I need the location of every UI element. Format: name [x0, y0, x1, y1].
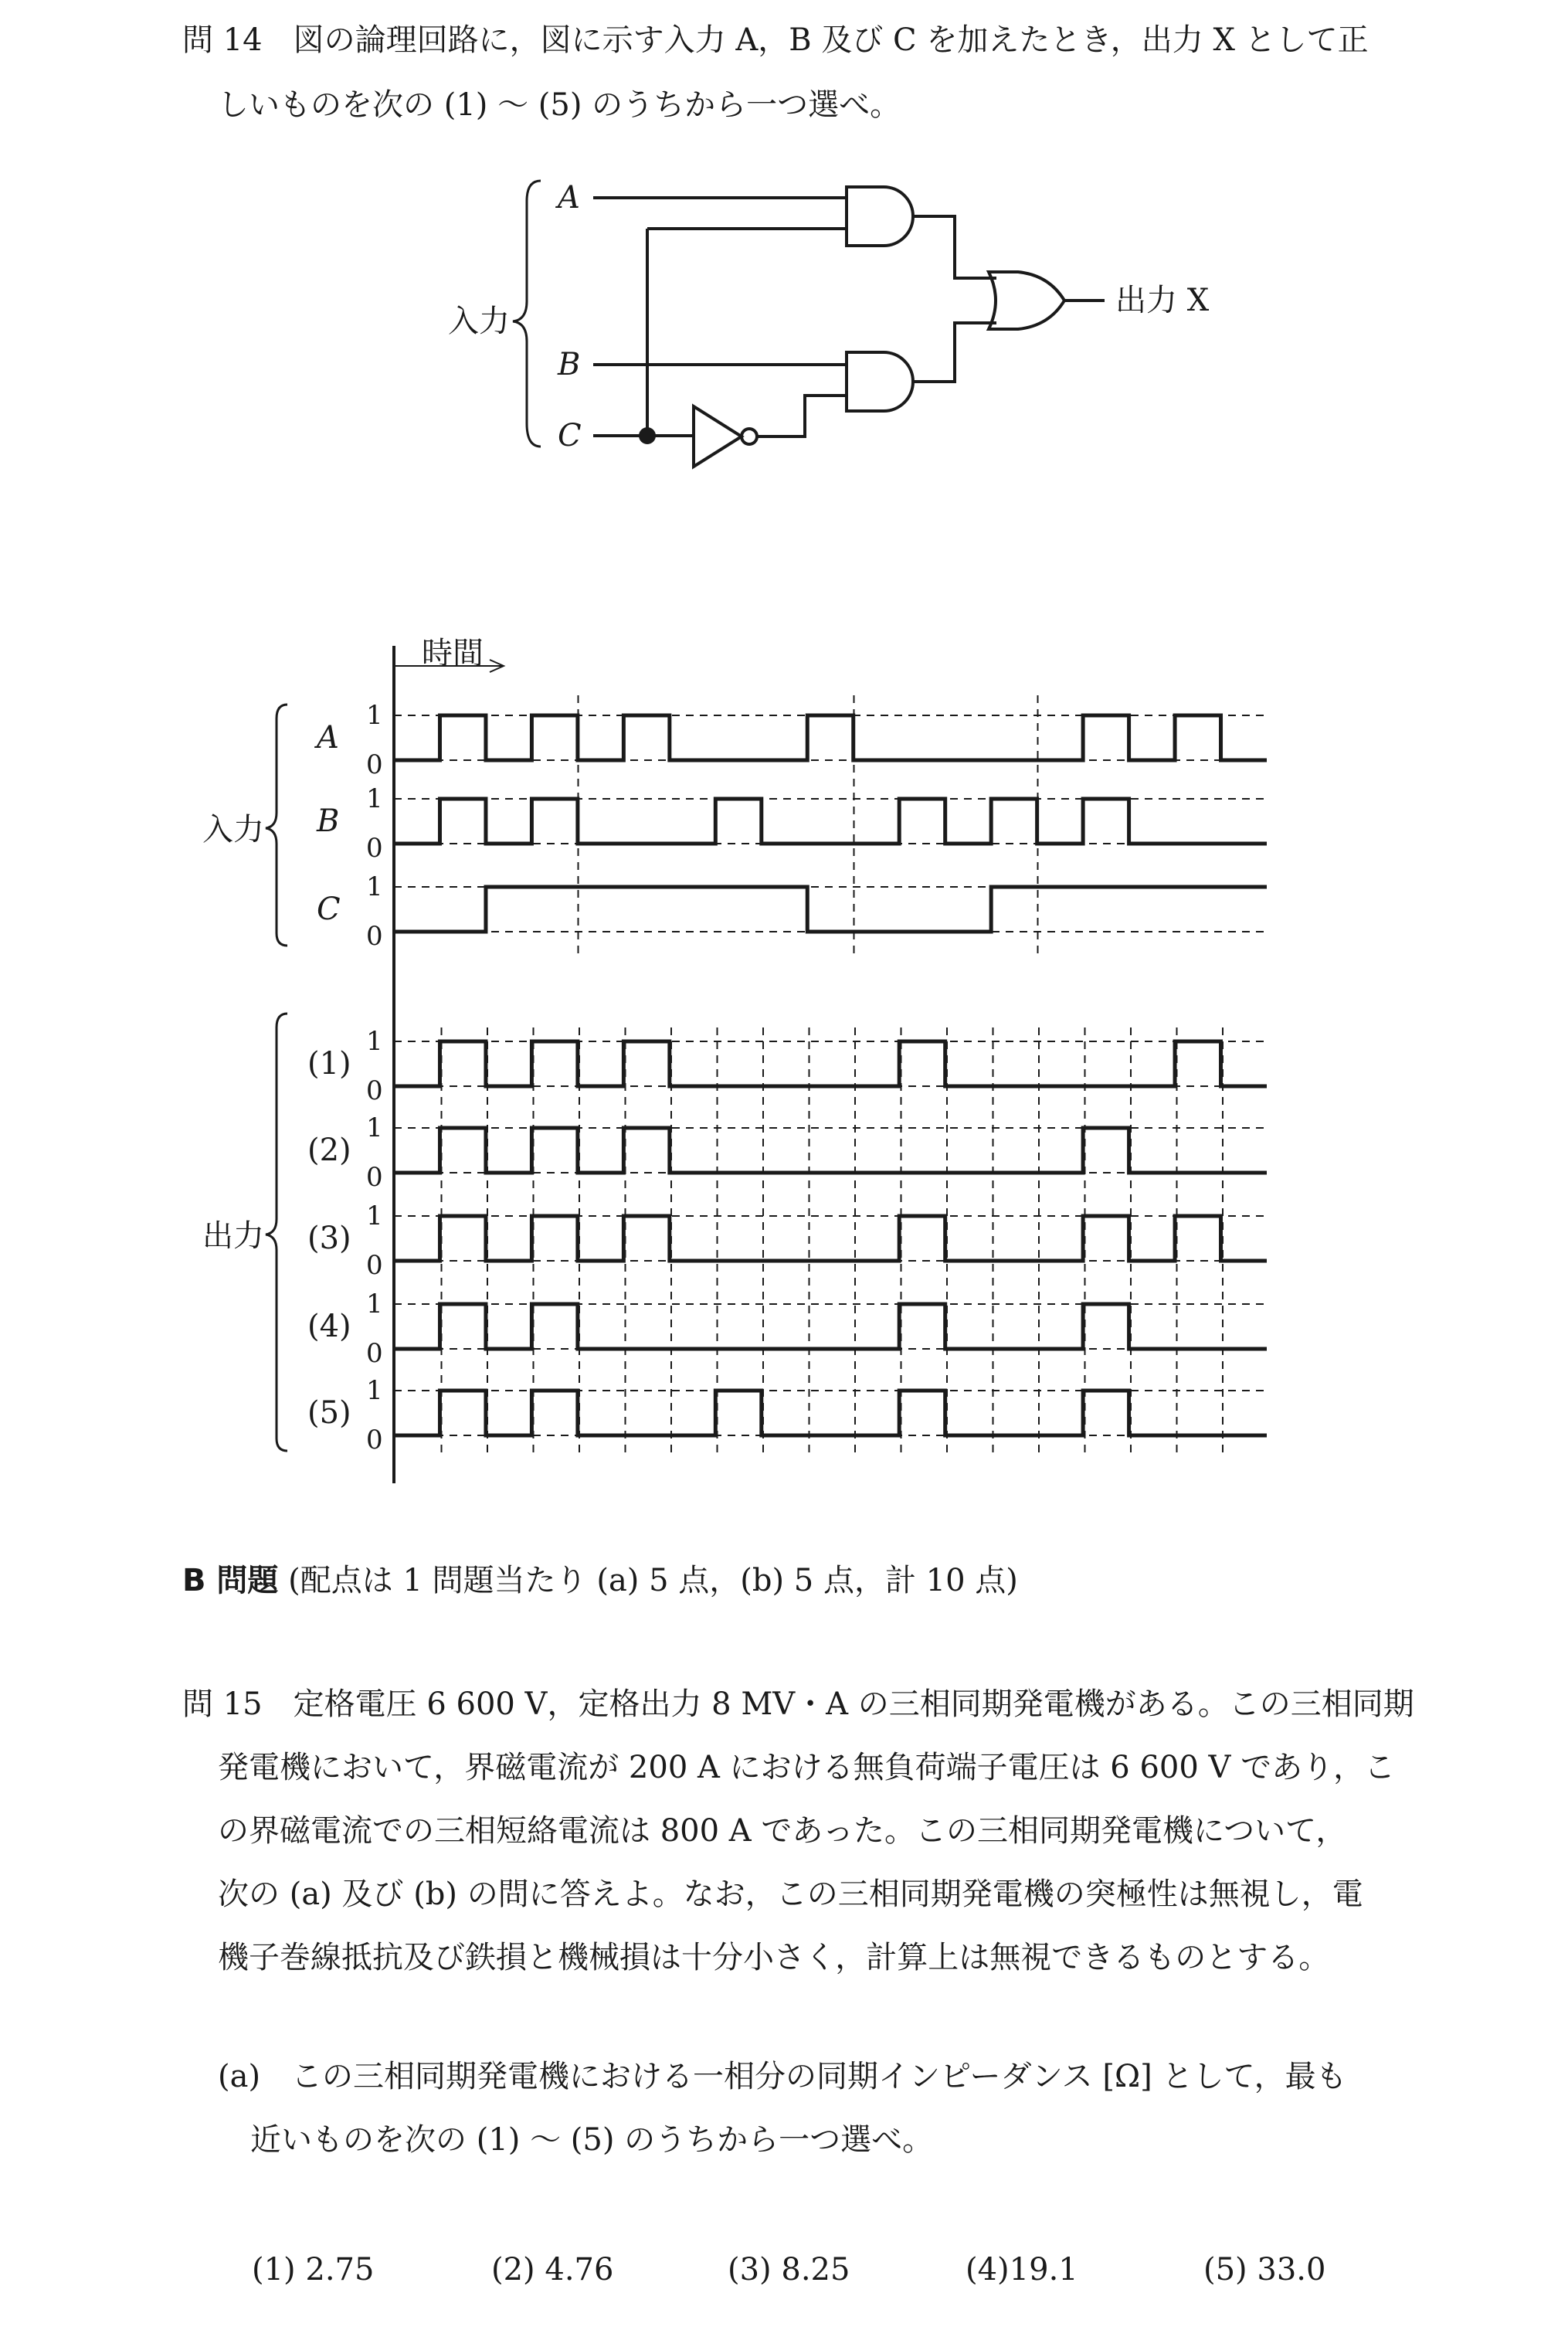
- b-section-title: B 問題: [182, 1563, 279, 1598]
- waveform-input-a: [394, 715, 1267, 760]
- row-label-option-2: (2): [307, 1133, 351, 1168]
- q15-line: の界磁電流での三相短絡電流は 800 A であった。この三相同期発電機について，: [218, 1813, 1347, 1849]
- row-label-input-b: B: [317, 803, 340, 839]
- level-high-label: 1: [366, 700, 383, 731]
- level-high-label: 1: [366, 783, 383, 814]
- level-low-label: 0: [366, 1338, 383, 1369]
- level-high-label: 1: [366, 1201, 383, 1231]
- circuit-input-a-label: A: [558, 180, 580, 216]
- level-high-label: 1: [366, 1375, 383, 1406]
- waveform-option-3: [394, 1216, 1267, 1261]
- time-axis-label: 時間: [422, 636, 484, 671]
- level-low-label: 0: [366, 1075, 383, 1106]
- row-label-option-5: (5): [307, 1395, 351, 1431]
- q14-statement-line2: しいものを次の (1) ～ (5) のうちから一つ選べ。: [218, 87, 901, 123]
- answer-choice-1[interactable]: (1) 2.75: [252, 2252, 375, 2288]
- waveform-input-c: [394, 887, 1267, 932]
- row-label-input-c: C: [317, 892, 341, 927]
- q15a-line1: (a) この三相同期発電機における一相分の同期インピーダンス [Ω] として，最も: [218, 2059, 1347, 2094]
- level-high-label: 1: [366, 1289, 383, 1320]
- b-section-header: [182, 1565, 1018, 1596]
- and-gate-1: [847, 187, 913, 246]
- answer-choice-4[interactable]: (4)19.1: [966, 2252, 1078, 2288]
- time-arrow-head: [490, 660, 504, 672]
- q15-line: 機子巻線抵抗及び鉄損と機械損は十分小さく，計算上は無視できるものとする。: [218, 1940, 1330, 1975]
- circuit-input-c-label: C: [558, 418, 582, 453]
- junction-dot: [639, 427, 656, 444]
- timing-input-group-label: 入力: [202, 812, 264, 847]
- q15a-line2: 近いものを次の (1) ～ (5) のうちから一つ選べ。: [250, 2122, 934, 2158]
- wire-and1-or: [913, 216, 996, 278]
- level-high-label: 1: [366, 1026, 383, 1057]
- row-label-input-a: A: [317, 720, 339, 756]
- level-low-label: 0: [366, 1250, 383, 1281]
- not-bubble: [742, 429, 757, 444]
- waveform-input-b: [394, 799, 1267, 844]
- not-gate: [694, 406, 742, 467]
- timing-output-group-label: 出力: [202, 1218, 264, 1254]
- wire-and2-or: [913, 323, 996, 382]
- circuit-output-label: 出力 X: [1115, 283, 1210, 318]
- answer-choice-3[interactable]: (3) 8.25: [728, 2252, 850, 2288]
- q14-statement-line1: 問 14 図の論理回路に，図に示す入力 A，B 及び C を加えたとき，出力 X として正: [182, 22, 1369, 58]
- q15-line: 次の (a) 及び (b) の問に答えよ。なお，この三相同期発電機の突極性は無視し，電: [218, 1877, 1363, 1912]
- and-gate-2: [847, 352, 913, 411]
- waveform-option-2: [394, 1128, 1267, 1173]
- answer-choices: [0, 2254, 1568, 2291]
- waveform-option-4: [394, 1304, 1267, 1349]
- wire-notc-and2: [757, 396, 847, 436]
- circuit-input-group-label: 入力: [448, 304, 510, 339]
- waveform-option-1: [394, 1041, 1267, 1086]
- or-gate: [989, 272, 1064, 329]
- q15-line: 問 15 定格電圧 6 600 V，定格出力 8 MV・A の三相同期発電機がある。この三相同期: [182, 1686, 1414, 1722]
- level-low-label: 0: [366, 833, 383, 864]
- level-high-label: 1: [366, 871, 383, 902]
- output-brace: [266, 1014, 287, 1451]
- level-high-label: 1: [366, 1112, 383, 1143]
- answer-choice-2[interactable]: (2) 4.76: [491, 2252, 614, 2288]
- row-label-option-3: (3): [307, 1221, 351, 1256]
- input-brace: [513, 181, 541, 447]
- circuit-input-b-label: B: [558, 347, 581, 382]
- row-label-option-4: (4): [307, 1309, 351, 1344]
- level-low-label: 0: [366, 749, 383, 780]
- level-low-label: 0: [366, 921, 383, 952]
- row-label-option-1: (1): [307, 1046, 351, 1082]
- waveform-option-5: [394, 1391, 1267, 1435]
- q15-line: 発電機において，界磁電流が 200 A における無負荷端子電圧は 6 600 V であり，こ: [218, 1750, 1396, 1785]
- b-section-scoring: (配点は 1 問題当たり (a) 5 点，(b) 5 点，計 10 点): [288, 1563, 1018, 1598]
- answer-choice-5[interactable]: (5) 33.0: [1203, 2252, 1326, 2288]
- input-brace: [266, 705, 287, 946]
- level-low-label: 0: [366, 1162, 383, 1193]
- level-low-label: 0: [366, 1425, 383, 1455]
